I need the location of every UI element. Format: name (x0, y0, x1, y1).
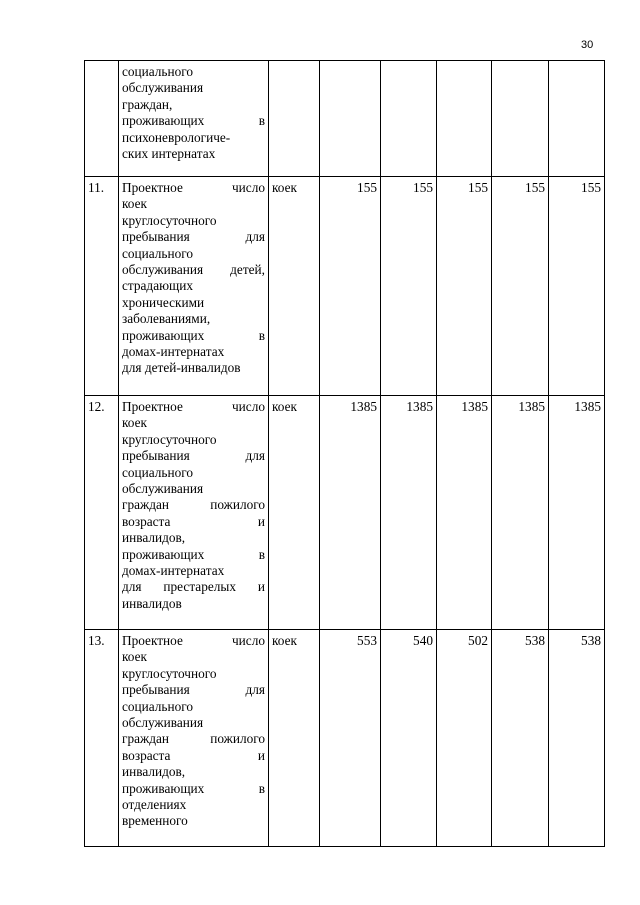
unit-cell (269, 61, 320, 177)
indicator-name (119, 177, 269, 396)
indicator-name-line: обслуживания (122, 481, 204, 497)
indicator-name-line: проживающих в (122, 327, 265, 343)
value-cell-4 (492, 61, 549, 177)
value-cell-5 (549, 61, 605, 177)
indicator-name-line: социального (122, 245, 194, 261)
indicator-name (119, 396, 269, 630)
indicator-name-line: проживающих в (122, 546, 265, 562)
indicator-name-line: социального (122, 464, 194, 480)
indicator-name-line: круглосуточного (122, 212, 217, 228)
indicator-name-line: граждан пожилого (122, 497, 265, 513)
indicator-name-line: заболеваниями, (122, 311, 211, 327)
indicator-name-line: возраста и (122, 747, 265, 763)
indicator-name-line: обслуживания (122, 80, 204, 96)
unit-cell: коек (269, 396, 320, 630)
table-row (85, 630, 605, 847)
indicator-name-line: коек (122, 649, 147, 665)
value-cell-2 (381, 61, 437, 177)
value-cell-5: 1385 (549, 396, 605, 630)
row-number (85, 61, 119, 177)
unit-cell: коек (269, 630, 320, 847)
value-cell-1: 553 (320, 630, 381, 847)
indicator-name-line: для престарелых и (122, 579, 265, 595)
indicator-name-line: Проектное число (122, 633, 265, 648)
indicator-name-line: социального (122, 64, 194, 79)
page-number: 30 (581, 39, 594, 51)
value-cell-3: 155 (437, 177, 492, 396)
indicator-name-line: круглосуточного (122, 431, 217, 447)
table-row (85, 61, 605, 177)
indicator-name-line: инвалидов (122, 595, 182, 611)
value-cell-4: 1385 (492, 396, 549, 630)
indicator-name-line: коек (122, 415, 147, 431)
indicator-name (119, 61, 269, 177)
indicator-name-line: психоневрологиче- (122, 129, 231, 145)
value-cell-3: 502 (437, 630, 492, 847)
value-cell-1 (320, 61, 381, 177)
indicator-name-line: страдающих (122, 278, 194, 294)
indicator-name-line: домах-интернатах (122, 344, 225, 360)
row-number: 12. (85, 396, 119, 630)
table-body (85, 61, 605, 847)
row-number: 13. (85, 630, 119, 847)
indicator-name-line: социального (122, 698, 194, 714)
unit-cell: коек (269, 177, 320, 396)
indicator-name-line: хроническими (122, 294, 205, 310)
indicator-name-line: для детей-инвалидов (122, 360, 241, 376)
indicator-name-line: пребывания для (122, 229, 265, 245)
indicator-name-line: Проектное число (122, 399, 265, 414)
value-cell-3: 1385 (437, 396, 492, 630)
indicator-name (119, 630, 269, 847)
indicator-name-line: проживающих в (122, 113, 265, 129)
indicator-name-line: пребывания для (122, 682, 265, 698)
indicator-name-line: инвалидов, (122, 764, 186, 780)
table-row (85, 396, 605, 630)
indicator-name-line: обслуживания детей, (122, 262, 265, 278)
value-cell-1: 1385 (320, 396, 381, 630)
value-cell-2: 540 (381, 630, 437, 847)
value-cell-2: 155 (381, 177, 437, 396)
indicator-name-line: ских интернатах (122, 146, 216, 162)
row-number: 11. (85, 177, 119, 396)
indicator-name-line: отделениях (122, 797, 187, 813)
indicator-name-line: обслуживания (122, 715, 204, 731)
indicators-table (84, 60, 605, 847)
table-row (85, 177, 605, 396)
indicator-name-line: круглосуточного (122, 665, 217, 681)
indicator-name-line: пребывания для (122, 448, 265, 464)
value-cell-4: 155 (492, 177, 549, 396)
indicator-name-line: Проектное число (122, 180, 265, 195)
value-cell-5: 155 (549, 177, 605, 396)
indicator-name-line: инвалидов, (122, 530, 186, 546)
indicator-name-line: возраста и (122, 513, 265, 529)
indicator-name-line: граждан пожилого (122, 731, 265, 747)
value-cell-5: 538 (549, 630, 605, 847)
value-cell-4: 538 (492, 630, 549, 847)
value-cell-2: 1385 (381, 396, 437, 630)
indicator-name-line: граждан, (122, 96, 173, 112)
value-cell-1: 155 (320, 177, 381, 396)
indicator-name-line: временного (122, 813, 188, 829)
indicator-name-line: проживающих в (122, 780, 265, 796)
indicator-name-line: домах-интернатах (122, 563, 225, 579)
value-cell-3 (437, 61, 492, 177)
indicator-name-line: коек (122, 196, 147, 212)
